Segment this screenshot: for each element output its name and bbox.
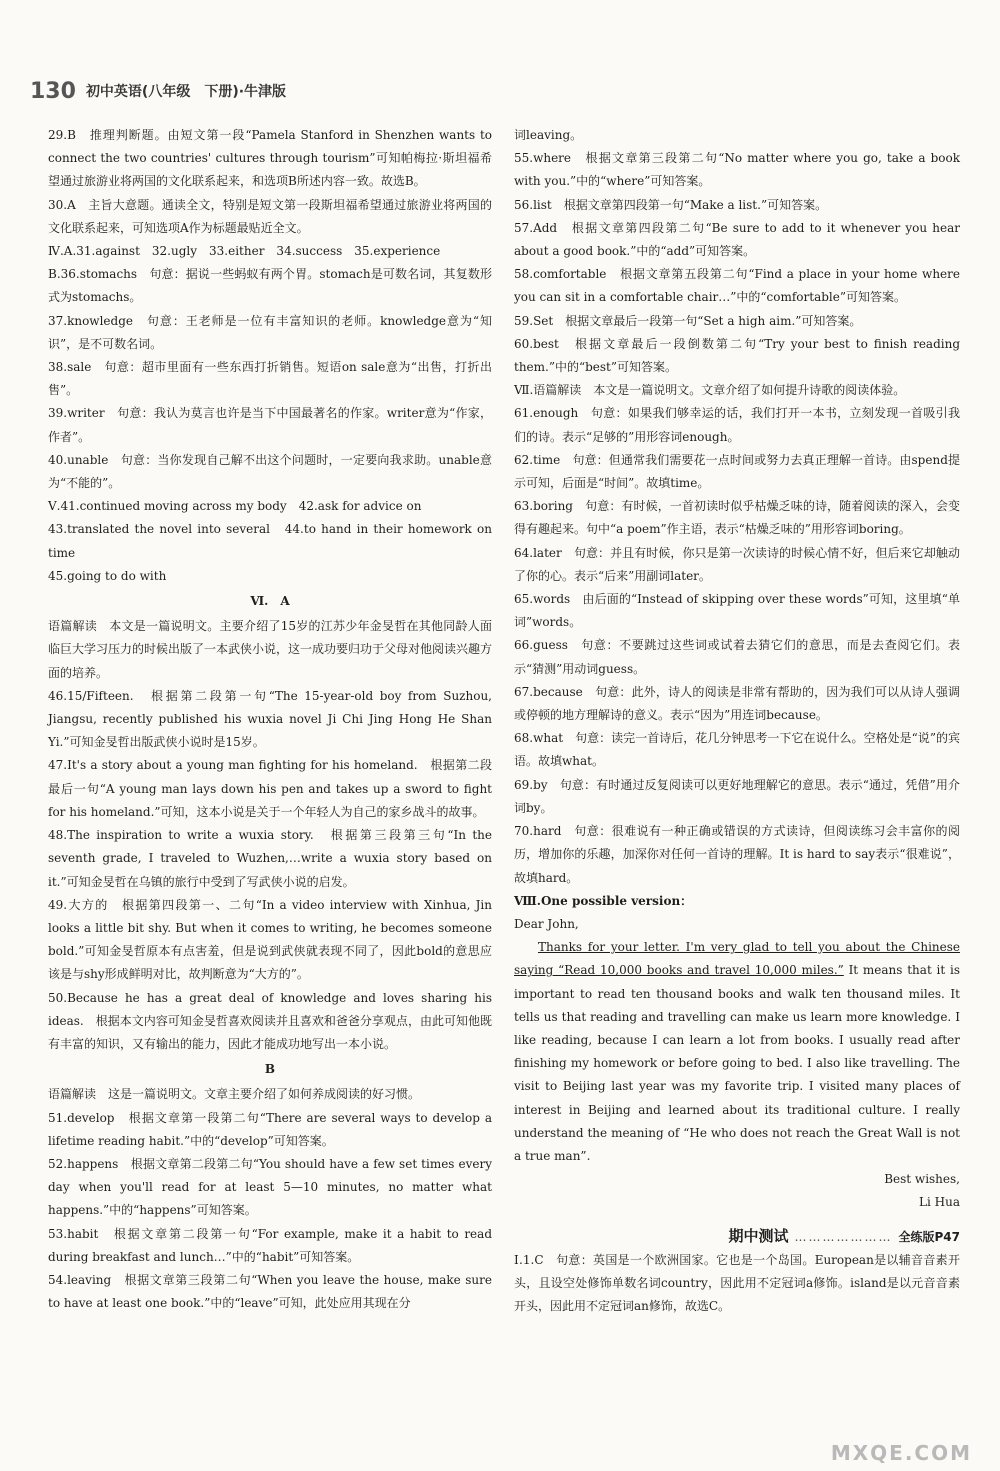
answer-paragraph: 48.The inspiration to write a wuxia story. 根据第三段第三句“In the seventh grade, I traveled to Wuzhen,…write a wuxia story based on it.”可知金旻哲在乌镇的旅行中受到了写武侠小说的启发。	[48, 828, 492, 889]
answer-paragraph: 64.later 句意：并且有时候，你只是第一次读诗的时候心情不好，但后来它却触动了你的心。表示“后来”用副词later。	[514, 545, 960, 583]
essay-body	[514, 936, 960, 1168]
answer-paragraph: 59.Set 根据文章最后一段第一句“Set a high aim.”可知答案。	[514, 313, 862, 328]
essay-body-text: It means that it is important to read ten thousand books and walk ten thousand miles. It tells us that reading and travelling can make us learn more knowledge. I like reading, because I can learn a lot from books. I usually read after finishing my homework or before going to bed. I also like travelling. The visit to Beijing last year was my favorite trip. I visited many places of interest in Beijing and learned about its traditional culture. I really understand the meaning of “He who does not reach the Great Wall is not a true man”.	[514, 963, 960, 1163]
answer-paragraph: 61.enough 句意：如果我们够幸运的话，我们打开一本书，立刻发现一首吸引我们的诗。表示“足够的”用形容词enough。	[514, 406, 960, 444]
left-column	[48, 124, 492, 1315]
watermark: MXQE.COM	[830, 1441, 972, 1465]
answer-paragraph: 29.B 推理判断题。由短文第一段“Pamela Stanford in Shenzhen wants to connect the two countries' cultures through tourism”可知帕梅拉·斯坦福希望通过旅游业将两国的文化联系起来，和选项B所述内容一致。故选B。	[48, 128, 492, 189]
answer-paragraph: 53.habit 根据文章第二段第一句“For example, make it a habit to read during breakfast and lunch…”中的“habit”可知答案。	[48, 1226, 492, 1264]
answer-paragraph: 69.by 句意：有时通过反复阅读可以更好地理解它的意思。表示“通过，凭借”用介词by。	[514, 777, 960, 815]
answer-paragraph: 54.leaving 根据文章第三段第二句“When you leave the house, make sure to have at least one book.”中的“leave”可知，此处应用其现在分	[48, 1272, 492, 1311]
answer-paragraph: 47.It's a story about a young man fighting for his homeland. 根据第二段最后一句“A young man lays down his pen and takes up a sword to fight for his homeland.”可知，这本小说是关于一个年轻人为自己的家乡战斗的故事。	[48, 758, 492, 819]
page-header	[30, 76, 286, 106]
answer-paragraph: 词leaving。	[514, 128, 583, 142]
answer-paragraph: Ⅴ.41.continued moving across my body 42.ask for advice on	[48, 499, 422, 514]
answer-paragraph: 66.guess 句意：不要跳过这些词或试着去猜它们的意思，而是去查阅它们。表示“猜测”用动词guess。	[514, 638, 960, 676]
midterm-title: 期中测试	[728, 1226, 789, 1245]
essay-salutation: Dear John,	[514, 916, 579, 931]
answer-paragraph: 52.happens 根据文章第二段第二句“You should have a few set times every day when you'll read for at least 5—10 minutes, no matter what happens.”中的“happens”可知答案。	[48, 1156, 492, 1218]
answer-paragraph: 55.where 根据文章第三段第二句“No matter where you go, take a book with you.”中的“where”可知答案。	[514, 151, 960, 189]
answer-paragraph: 70.hard 句意：很难说有一种正确或错误的方式读诗，但阅读练习会丰富你的阅历，增加你的乐趣，加深你对任何一首诗的理解。It is hard to say表示“很难说”，故填hard。	[514, 824, 960, 885]
answer-paragraph: Ⅳ.A.31.against 32.ugly 33.either 34.success 35.experience	[48, 244, 441, 259]
answer-paragraph: 49.大方的 根据第四段第一、二句“In a video interview with Xinhua, Jin looks a little bit shy. But when it comes to writing, he becomes someone bold.”可知金旻哲原本有点害羞，但是说到武侠就表现不同了，因此bold的意思应该是与shy形成鲜明对比，故判断意为“大方的”。	[48, 897, 492, 982]
answer-paragraph: 65.words 由后面的“Instead of skipping over these words”可知，这里填“单词”words。	[514, 592, 960, 630]
answer-paragraph: 57.Add 根据文章第四段第二句“Be sure to add to it whenever you hear about a good book.”中的“add”可知答案。	[514, 220, 960, 259]
answer-paragraph: 43.translated the novel into several 44.to hand in their homework on time	[48, 522, 492, 560]
midterm-reference: 全练版P47	[898, 1229, 960, 1244]
answer-paragraph: 40.unable 句意：当你发现自己解不出这个问题时，一定要向我求助。unable意为“不能的”。	[48, 452, 492, 491]
answer-paragraph: 38.sale 句意：超市里面有一些东西打折销售。短语on sale意为“出售，打折出售”。	[48, 360, 492, 398]
answer-paragraph: 语篇解读 这是一篇说明文。文章主要介绍了如何养成阅读的好习惯。	[48, 1087, 421, 1102]
answer-paragraph: 58.comfortable 根据文章第五段第二句“Find a place in your home where you can sit in a comfortable chair…”中的“comfortable”可知答案。	[514, 267, 960, 305]
answer-paragraph: Ⅶ.语篇解读 本文是一篇说明文。文章介绍了如何提升诗歌的阅读体验。	[514, 383, 906, 398]
essay-heading: Ⅷ.One possible version：	[514, 893, 693, 908]
answer-paragraph: 60.best 根据文章最后一段倒数第二句“Try your best to finish reading them.”中的“best”可知答案。	[514, 336, 960, 375]
answer-paragraph: 62.time 句意：但通常我们需要花一点时间或努力去真正理解一首诗。由spend提示可知，后面是“时间”。故填time。	[514, 452, 960, 491]
section-heading: Ⅵ. A	[250, 594, 290, 609]
answer-paragraph: 30.A 主旨大意题。通读全文，特别是短文第一段斯坦福希望通过旅游业将两国的文化联系起来，可知选项A作为标题最贴近全文。	[48, 197, 492, 235]
midterm-heading	[514, 1225, 960, 1249]
right-column	[514, 124, 960, 1318]
essay-closing: Best wishes,	[884, 1172, 960, 1187]
answer-paragraph: Ⅰ.1.C 句意：英国是一个欧洲国家。它也是一个岛国。European是以辅音音素开头，且设空处修饰单数名词country，因此用不定冠词a修饰。island是以元音音素开头，因此用不定冠词an修饰，故选C。	[514, 1252, 960, 1314]
right-column-paragraphs	[514, 124, 960, 890]
answer-paragraph: 45.going to do with	[48, 568, 167, 583]
answer-paragraph: 37.knowledge 句意：王老师是一位有丰富知识的老师。knowledge意为“知识”，是不可数名词。	[48, 313, 492, 351]
midterm-leader-dots: …………………	[794, 1229, 893, 1244]
answer-paragraph: 语篇解读 本文是一篇说明文。主要介绍了15岁的江苏少年金旻哲在其他同龄人面临巨大学习压力的时候出版了一本武侠小说，这一成功要归功于父母对他阅读兴趣方面的培养。	[48, 619, 493, 680]
essay-signature: Li Hua	[919, 1195, 960, 1210]
answer-paragraph: 68.what 句意：读完一首诗后，花几分钟思考一下它在说什么。空格处是“说”的宾语。故填what。	[514, 731, 960, 769]
answer-paragraph: B.36.stomachs 句意：据说一些蚂蚁有两个胃。stomach是可数名词，其复数形式为stomachs。	[48, 267, 492, 305]
answer-paragraph: 50.Because he has a great deal of knowledge and loves sharing his ideas. 根据本文内容可知金旻哲喜欢阅读并且喜欢和爸爸分享观点，由此可知他既有丰富的知识，又有输出的能力，因此才能成功地写出一本小说。	[48, 990, 492, 1051]
midterm-answers	[514, 1249, 960, 1319]
answer-paragraph: 56.list 根据文章第四段第一句“Make a list.”可知答案。	[514, 197, 828, 212]
answer-paragraph: 67.because 句意：此外，诗人的阅读是非常有帮助的，因为我们可以从诗人强调或停顿的地方理解诗的意义。表示“因为”用连词because。	[514, 684, 960, 723]
page-number: 130	[30, 78, 76, 104]
answer-paragraph: 46.15/Fifteen. 根据第二段第一句“The 15-year-old boy from Suzhou, Jiangsu, recently published his wuxia novel Ji Chi Jing Hong He Shan Yi.”可知金旻哲出版武侠小说时是15岁。	[48, 688, 492, 750]
book-title: 初中英语(八年级 下册)·牛津版	[85, 84, 287, 100]
essay-underlined-text: Thanks for your letter. I'm very glad to tell you about the Chinese saying “Read 10,000 books and travel 10,000 miles.”	[514, 940, 960, 978]
answer-paragraph: 63.boring 句意：有时候，一首初读时似乎枯燥乏味的诗，随着阅读的深入，会变得有趣起来。句中“a poem”作主语，表示“枯燥乏味的”用形容词boring。	[514, 499, 960, 537]
answer-paragraph: 39.writer 句意：我认为莫言也许是当下中国最著名的作家。writer意为“作家，作者”。	[48, 406, 492, 444]
section-heading: B	[264, 1062, 276, 1077]
answer-paragraph: 51.develop 根据文章第一段第二句“There are several ways to develop a lifetime reading habit.”中的“develop”可知答案。	[48, 1110, 492, 1148]
